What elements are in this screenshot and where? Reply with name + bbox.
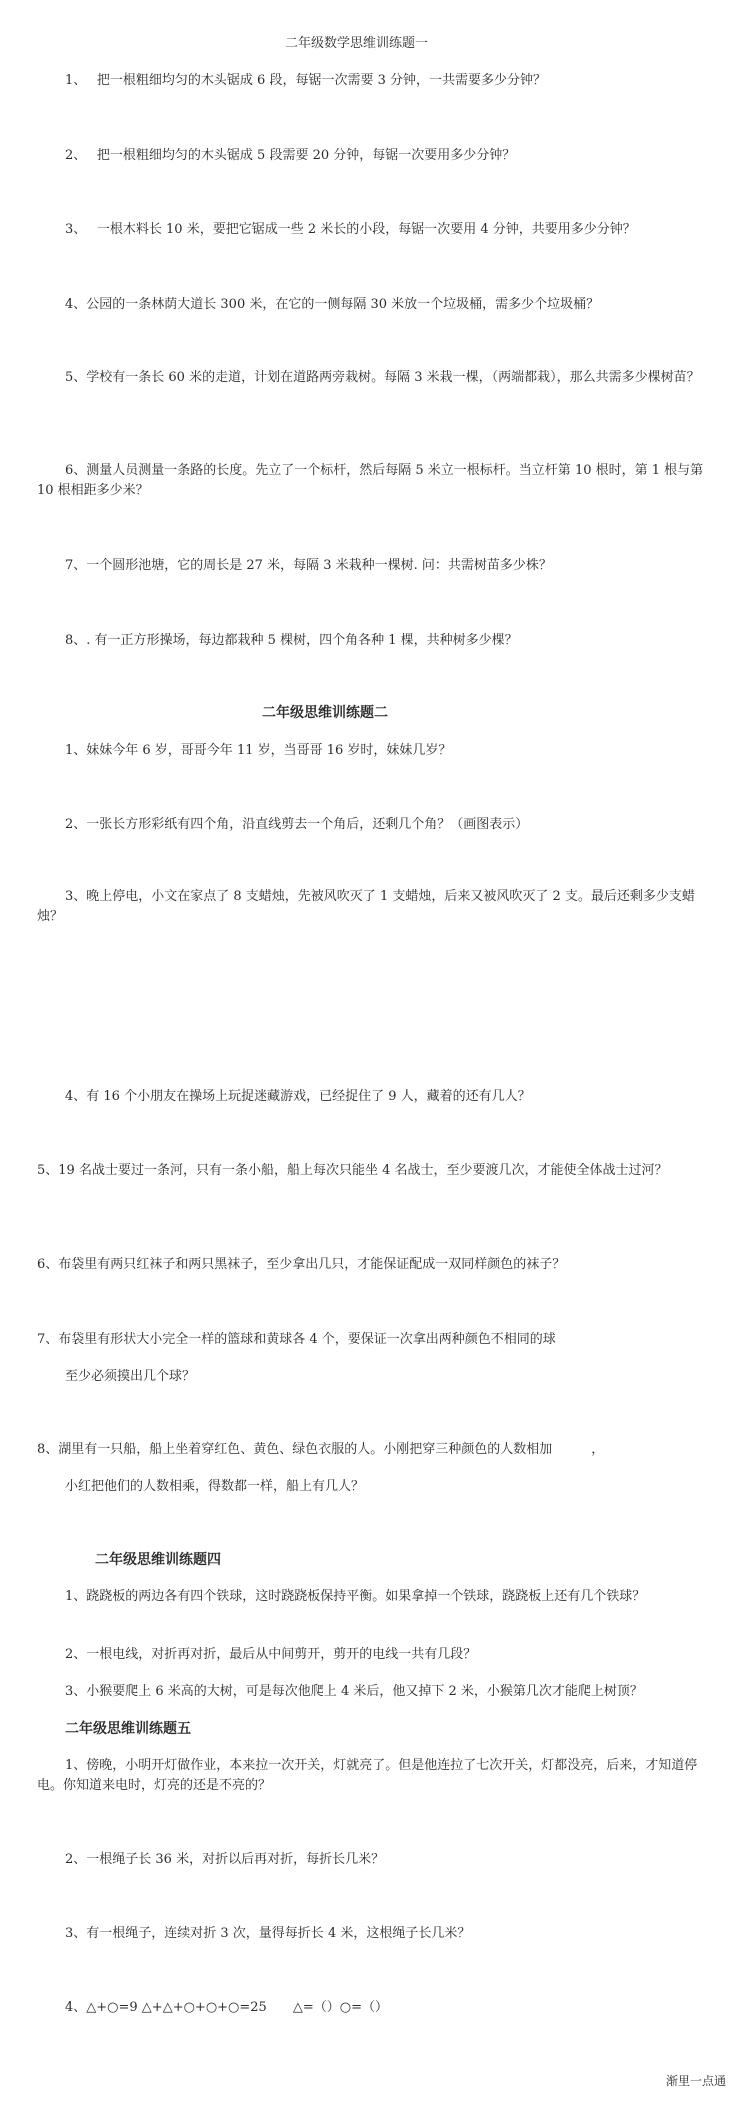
section-5-title: 二年级思维训练题五 [65,1721,191,1737]
question-2-5: 5、19 名战士要过一条河，只有一条小船，船上每次只能坐 4 名战士，至少要渡几次，才能使全体战士过河？ [37,1163,668,1178]
question-2-2: 2、一张长方形彩纸有四个角，沿直线剪去一个角后，还剩几个角？（画图表示） [65,817,529,832]
question-4-1: 1、跷跷板的两边各有四个铁球，这时跷跷板保持平衡。如果拿掉一个铁球，跷跷板上还有几个铁球？ [65,1589,646,1604]
question-5-4: 4、△+○=9 △+△+○+○+○=25 △=（）○=（） [65,2000,388,2015]
question-1-6: 6、测量人员测量一条路的长度。先立了一个标杆，然后每隔 5 米立一根标杆。当立杆第 10 根时，第 1 根与第 10 根相距多少米？ [37,463,704,498]
question-1-1: 1、 把一根粗细均匀的木头锯成 6 段，每锯一次需要 3 分钟，一共需要多少分钟？ [65,73,546,88]
question-2-1: 1、妹妹今年 6 岁，哥哥今年 11 岁，当哥哥 16 岁时，妹妹几岁？ [65,743,452,758]
section-2-title: 二年级思维训练题二 [262,705,388,721]
question-2-6: 6、布袋里有两只红袜子和两只黑袜子，至少拿出几只，才能保证配成一双同样颜色的袜子？ [37,1257,566,1272]
page-title: 二年级数学思维训练题一 [285,36,429,51]
question-1-8: 8、. 有一正方形操场，每边都栽种 5 棵树，四个角各种 1 棵，共种树多少棵？ [65,633,518,648]
question-2-4: 4、有 16 个小朋友在操场上玩捉迷藏游戏，已经捉住了 9 人，藏着的还有几人？ [65,1089,531,1104]
question-1-4: 4、公园的一条林荫大道长 300 米，在它的一侧每隔 30 米放一个垃圾桶，需多少个垃圾桶？ [65,297,600,312]
question-2-8-line-1: 8、湖里有一只船，船上坐着穿红色、黄色、绿色衣服的人。小刚把穿三种颜色的人数相加 ， [37,1442,605,1457]
question-5-3: 3、有一根绳子，连续对折 3 次，量得每折长 4 米，这根绳子长几米？ [65,1926,471,1941]
question-4-3: 3、小猴要爬上 6 米高的大树，可是每次他爬上 4 米后，他又掉下 2 米，小猴第几次才能爬上树顶？ [65,1684,643,1699]
section-4-title: 二年级思维训练题四 [95,1552,221,1568]
question-4-2: 2、一根电线，对折再对折，最后从中间剪开，剪开的电线一共有几段？ [65,1647,477,1662]
question-1-3: 3、 一根木料长 10 米，要把它锯成一些 2 米长的小段，每锯一次要用 4 分钟，共要用多少分钟？ [65,222,636,237]
question-1-7: 7、一个圆形池塘，它的周长是 27 米，每隔 3 米栽种一棵树. 问：共需树苗多少株？ [65,558,552,573]
question-2-3: 3、晚上停电，小文在家点了 8 支蜡烛，先被风吹灭了 1 支蜡烛，后来又被风吹灭了 2 支。最后还剩多少支蜡烛？ [37,889,695,924]
footer-watermark: 渐里一点通 [666,2074,727,2088]
question-2-7-line-1: 7、布袋里有形状大小完全一样的篮球和黄球各 4 个，要保证一次拿出两种颜色不相同的球 [37,1332,556,1347]
question-2-7-line-2: 至少必须摸出几个球？ [65,1369,196,1384]
question-1-2: 2、 把一根粗细均匀的木头锯成 5 段需要 20 分钟，每锯一次要用多少分钟？ [65,148,516,163]
question-5-1: 1、傍晚，小明开灯做作业，本来拉一次开关，灯就亮了。但是他连拉了七次开关，灯都没亮，后来，才知道停电。你知道来电时，灯亮的还是不亮的？ [37,1758,698,1793]
question-2-8-line-2: 小红把他们的人数相乘，得数都一样，船上有几人？ [65,1479,365,1494]
question-1-5: 5、学校有一条长 60 米的走道，计划在道路两旁栽树。每隔 3 米栽一棵，（两端都栽），那么共需多少棵树苗？ [65,370,700,385]
question-5-2: 2、一根绳子长 36 米，对折以后再对折，每折长几米？ [65,1852,385,1867]
